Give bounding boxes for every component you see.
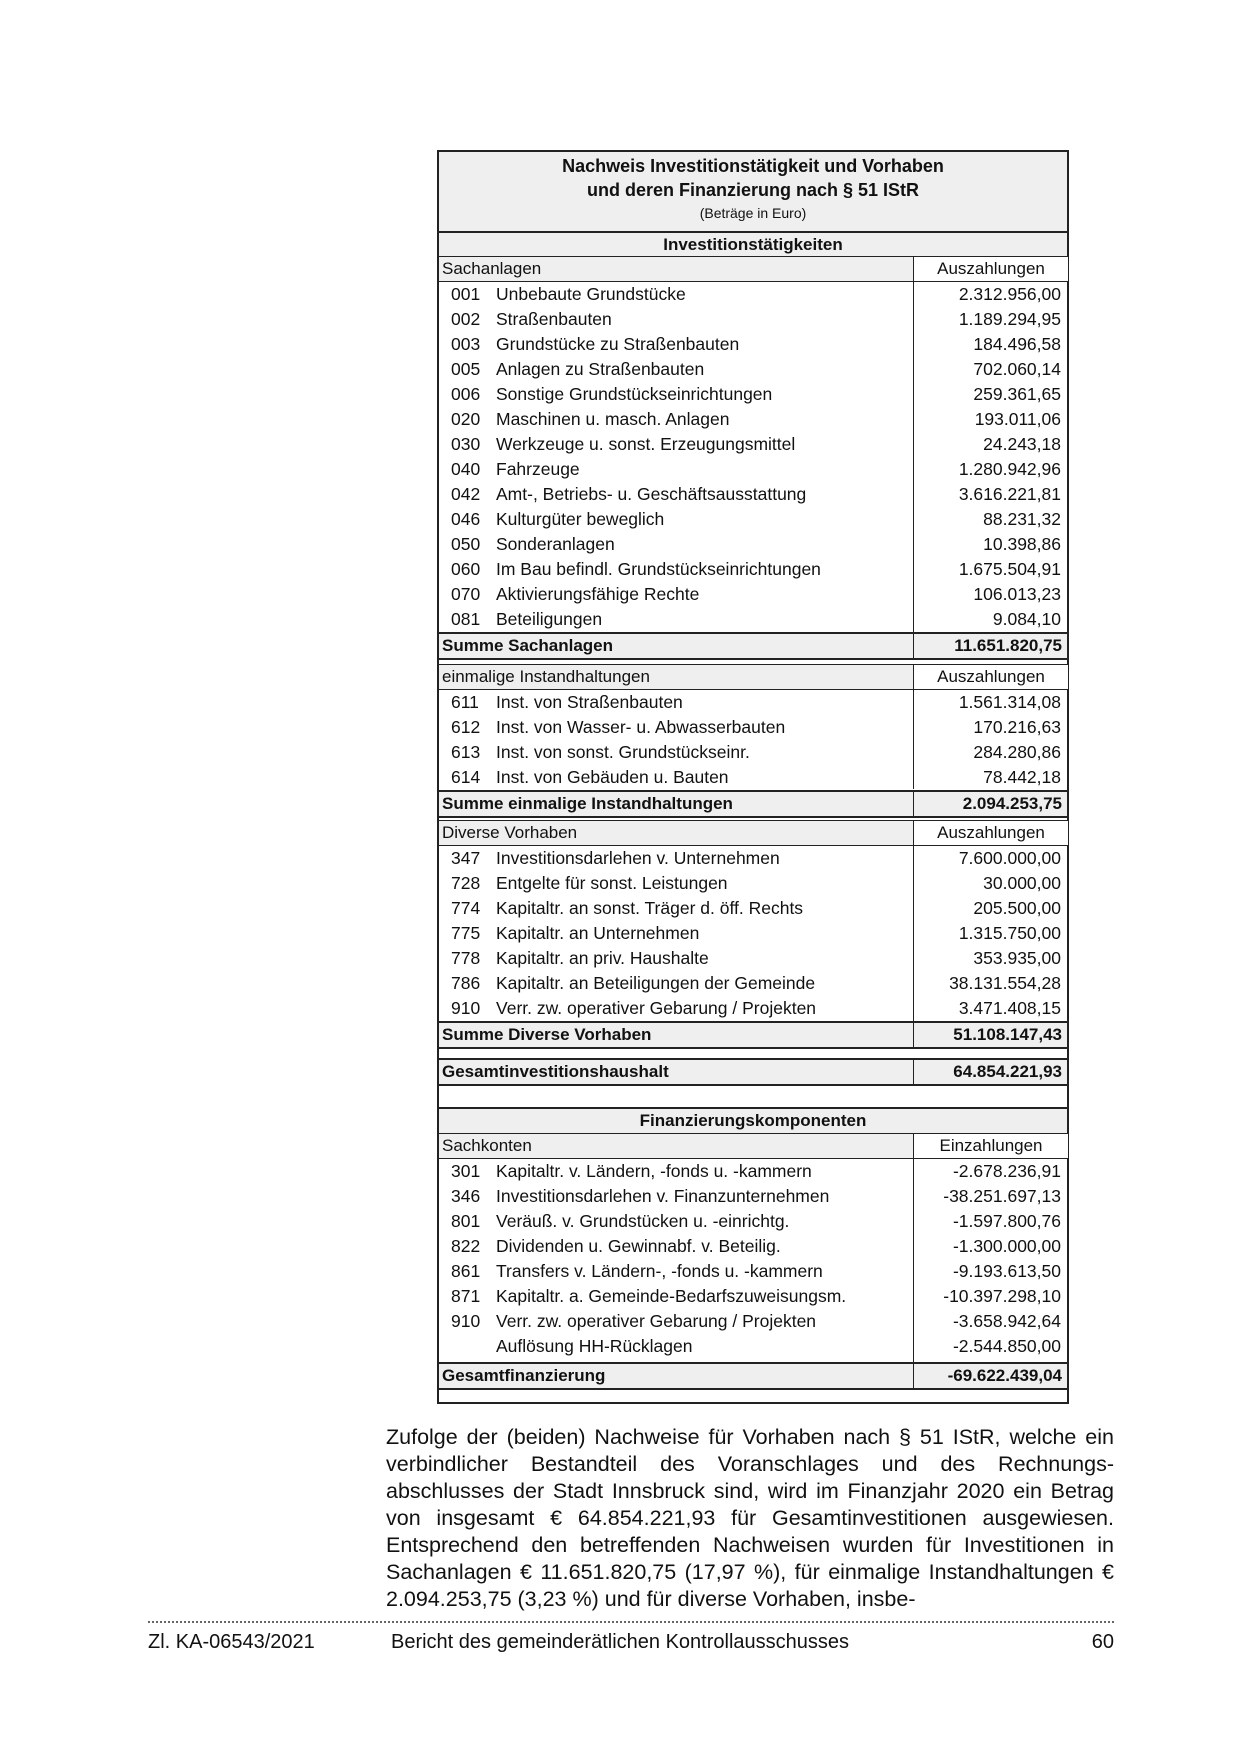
row-amount: 1.280.942,96 bbox=[958, 459, 1061, 479]
row-code: 778 bbox=[451, 948, 481, 968]
row-name: Inst. von Gebäuden u. Bauten bbox=[496, 767, 729, 787]
table-row bbox=[439, 407, 1067, 432]
row-code: 001 bbox=[451, 284, 481, 304]
table-row bbox=[439, 282, 1067, 307]
row-code: 006 bbox=[451, 384, 481, 404]
row-name: Kapitaltr. an sonst. Träger d. öff. Rechts bbox=[496, 898, 804, 918]
row-code: 774 bbox=[451, 898, 481, 918]
row-code: 614 bbox=[451, 767, 481, 787]
row-amount: 1.561.314,08 bbox=[958, 692, 1061, 712]
table-row bbox=[439, 921, 1067, 946]
row-name: Kapitaltr. v. Ländern, -fonds u. -kammern bbox=[496, 1161, 812, 1181]
table-row bbox=[439, 607, 1067, 632]
row-name: Unbebaute Grundstücke bbox=[496, 284, 686, 304]
row-name: Aktivierungsfähige Rechte bbox=[496, 584, 700, 604]
row-code: 871 bbox=[451, 1286, 481, 1306]
row-code: 728 bbox=[451, 873, 481, 893]
row-amount: 170.216,63 bbox=[973, 717, 1061, 737]
row-amount: -1.300.000,00 bbox=[952, 1236, 1061, 1256]
row-amount: -10.397.298,10 bbox=[943, 1286, 1061, 1306]
row-code: 003 bbox=[451, 334, 481, 354]
row-code: 030 bbox=[451, 434, 481, 454]
row-code: 611 bbox=[451, 692, 479, 712]
row-amount: 702.060,14 bbox=[973, 359, 1061, 379]
row-name: Im Bau befindl. Grundstückseinrichtungen bbox=[496, 559, 821, 579]
sum-label: Summe Sachanlagen bbox=[442, 636, 614, 655]
row-code: 346 bbox=[451, 1186, 481, 1206]
table-row bbox=[439, 1284, 1067, 1309]
table-row bbox=[439, 307, 1067, 332]
sachkonten-label: Sachkonten bbox=[442, 1136, 532, 1155]
row-name: Grundstücke zu Straßenbauten bbox=[496, 334, 740, 354]
row-code: 060 bbox=[451, 559, 481, 579]
row-amount: 10.398,86 bbox=[983, 534, 1061, 554]
row-amount: -2.678.236,91 bbox=[952, 1161, 1061, 1181]
footer-divider bbox=[148, 1621, 1114, 1623]
row-amount: 353.935,00 bbox=[973, 948, 1061, 968]
table-row bbox=[439, 357, 1067, 382]
table-title-line2: und deren Finanzierung nach § 51 IStR bbox=[586, 180, 920, 200]
row-amount: 7.600.000,00 bbox=[958, 848, 1061, 868]
row-amount: -2.544.850,00 bbox=[952, 1336, 1061, 1356]
row-amount: 30.000,00 bbox=[983, 873, 1061, 893]
row-amount: 24.243,18 bbox=[983, 434, 1061, 454]
table-row bbox=[439, 432, 1067, 457]
table-row bbox=[439, 382, 1067, 407]
row-name: Transfers v. Ländern-, -fonds u. -kammern bbox=[496, 1261, 823, 1281]
diverse-label: Diverse Vorhaben bbox=[442, 823, 578, 842]
instand-amount-header: Auszahlungen bbox=[913, 665, 1068, 689]
table-row bbox=[439, 896, 1067, 921]
row-amount: 193.011,06 bbox=[974, 409, 1061, 429]
gesamt-fin-label: Gesamtfinanzierung bbox=[442, 1366, 606, 1385]
row-code: 046 bbox=[451, 509, 481, 529]
row-name: Kapitaltr. an Unternehmen bbox=[496, 923, 700, 943]
row-name: Auflösung HH-Rücklagen bbox=[496, 1336, 693, 1356]
row-amount: -38.251.697,13 bbox=[943, 1186, 1061, 1206]
table-row bbox=[439, 532, 1067, 557]
row-code: 301 bbox=[451, 1161, 481, 1181]
table-subtitle: (Beträge in Euro) bbox=[699, 205, 807, 221]
row-amount: 3.616.221,81 bbox=[958, 484, 1061, 504]
diverse-header bbox=[439, 820, 1067, 846]
table-row bbox=[439, 690, 1067, 715]
table-row bbox=[439, 971, 1067, 996]
table-row bbox=[439, 996, 1067, 1021]
sachanlagen-header bbox=[439, 256, 1067, 282]
sum-label: Summe Diverse Vorhaben bbox=[442, 1025, 652, 1044]
row-name: Anlagen zu Straßenbauten bbox=[496, 359, 705, 379]
footer-report-title: Bericht des gemeinderätlichen Kontrollausschusses bbox=[390, 1631, 850, 1653]
table-row bbox=[439, 1184, 1067, 1209]
row-name: Kapitaltr. an priv. Haushalte bbox=[496, 948, 709, 968]
table-row bbox=[439, 507, 1067, 532]
table-row bbox=[439, 946, 1067, 971]
row-amount: 259.361,65 bbox=[973, 384, 1061, 404]
row-name: Maschinen u. masch. Anlagen bbox=[496, 409, 730, 429]
table-row bbox=[439, 1334, 1067, 1359]
row-amount: 88.231,32 bbox=[983, 509, 1061, 529]
instand-header bbox=[439, 664, 1067, 690]
row-code: 612 bbox=[451, 717, 481, 737]
row-code: 861 bbox=[451, 1261, 481, 1281]
sachanlagen-amount-header: Auszahlungen bbox=[913, 257, 1068, 281]
diverse-amount-header: Auszahlungen bbox=[913, 821, 1068, 845]
row-name: Fahrzeuge bbox=[496, 459, 580, 479]
row-amount: 3.471.408,15 bbox=[958, 998, 1061, 1018]
table-row bbox=[439, 871, 1067, 896]
gesamt-invest-amount: 64.854.221,93 bbox=[913, 1060, 1068, 1084]
row-amount: 78.442,18 bbox=[983, 767, 1061, 787]
row-name: Inst. von sonst. Grundstückseinr. bbox=[496, 742, 750, 762]
row-amount: 106.013,23 bbox=[973, 584, 1061, 604]
sum-amount: 2.094.253,75 bbox=[913, 792, 1068, 816]
sum-amount: 11.651.820,75 bbox=[913, 634, 1068, 658]
table-row bbox=[439, 457, 1067, 482]
gesamt-invest-label: Gesamtinvestitionshaushalt bbox=[442, 1062, 669, 1081]
finanz-heading: Finanzierungskomponenten bbox=[439, 1107, 1067, 1135]
row-name: Werkzeuge u. sonst. Erzeugungsmittel bbox=[496, 434, 796, 454]
sum-amount: 51.108.147,43 bbox=[913, 1023, 1068, 1047]
row-amount: 9.084,10 bbox=[992, 609, 1061, 629]
row-code: 040 bbox=[451, 459, 481, 479]
row-name: Inst. von Straßenbauten bbox=[496, 692, 683, 712]
row-name: Beteiligungen bbox=[496, 609, 603, 629]
table-row bbox=[439, 740, 1067, 765]
table-header bbox=[439, 152, 1067, 233]
table-title-line1: Nachweis Investitionstätigkeit und Vorhaben bbox=[562, 156, 944, 176]
row-amount: 1.675.504,91 bbox=[958, 559, 1061, 579]
gesamt-fin-row bbox=[439, 1362, 1067, 1390]
row-name: Verr. zw. operativer Gebarung / Projekten bbox=[496, 998, 817, 1018]
row-code: 005 bbox=[451, 359, 481, 379]
row-code: 020 bbox=[451, 409, 481, 429]
row-amount: -1.597.800,76 bbox=[952, 1211, 1061, 1231]
row-code: 786 bbox=[451, 973, 481, 993]
table-row bbox=[439, 1234, 1067, 1259]
row-amount: 1.315.750,00 bbox=[958, 923, 1061, 943]
row-code: 801 bbox=[451, 1211, 481, 1231]
row-code: 042 bbox=[451, 484, 481, 504]
row-name: Amt-, Betriebs- u. Geschäftsausstattung bbox=[496, 484, 807, 504]
row-name: Kapitaltr. an Beteiligungen der Gemeinde bbox=[496, 973, 816, 993]
table-row bbox=[439, 482, 1067, 507]
invest-heading: Investitionstätigkeiten bbox=[439, 231, 1067, 259]
row-name: Investitionsdarlehen v. Finanzunternehmen bbox=[496, 1186, 830, 1206]
row-code: 910 bbox=[451, 998, 481, 1018]
row-name: Sonderanlagen bbox=[496, 534, 615, 554]
row-amount: 184.496,58 bbox=[973, 334, 1061, 354]
row-code: 081 bbox=[451, 609, 481, 629]
row-code: 822 bbox=[451, 1236, 481, 1256]
row-amount: 2.312.956,00 bbox=[958, 284, 1061, 304]
row-code: 050 bbox=[451, 534, 481, 554]
table-row bbox=[439, 765, 1067, 790]
sum-instand bbox=[439, 790, 1067, 818]
row-code: 070 bbox=[451, 584, 481, 604]
table-row bbox=[439, 846, 1067, 871]
row-code: 002 bbox=[451, 309, 481, 329]
table-row bbox=[439, 332, 1067, 357]
row-name: Straßenbauten bbox=[496, 309, 612, 329]
row-code: 347 bbox=[451, 848, 481, 868]
row-code: 775 bbox=[451, 923, 481, 943]
row-amount: 38.131.554,28 bbox=[949, 973, 1061, 993]
row-amount: -9.193.613,50 bbox=[952, 1261, 1061, 1281]
table-row bbox=[439, 1209, 1067, 1234]
row-name: Verr. zw. operativer Gebarung / Projekten bbox=[496, 1311, 817, 1331]
sachkonten-header bbox=[439, 1133, 1067, 1159]
row-name: Dividenden u. Gewinnabf. v. Beteilig. bbox=[496, 1236, 781, 1256]
sum-label: Summe einmalige Instandhaltungen bbox=[442, 794, 733, 813]
row-name: Sonstige Grundstückseinrichtungen bbox=[496, 384, 773, 404]
row-name: Veräuß. v. Grundstücken u. -einrichtg. bbox=[496, 1211, 790, 1231]
footer-reference: Zl. KA-06543/2021 bbox=[148, 1631, 315, 1653]
table-row bbox=[439, 715, 1067, 740]
table-row bbox=[439, 1259, 1067, 1284]
sachkonten-amount-header: Einzahlungen bbox=[913, 1134, 1068, 1158]
table-row bbox=[439, 1309, 1067, 1334]
sachanlagen-label: Sachanlagen bbox=[442, 259, 542, 278]
row-name: Kulturgüter beweglich bbox=[496, 509, 665, 529]
sum-diverse bbox=[439, 1021, 1067, 1049]
row-amount: 284.280,86 bbox=[973, 742, 1061, 762]
row-name: Kapitaltr. a. Gemeinde-Bedarfszuweisungsm. bbox=[496, 1286, 847, 1306]
gesamt-fin-amount: -69.622.439,04 bbox=[913, 1364, 1068, 1388]
gesamt-invest-row bbox=[439, 1058, 1067, 1086]
row-name: Investitionsdarlehen v. Unternehmen bbox=[496, 848, 780, 868]
row-code: 910 bbox=[451, 1311, 481, 1331]
table-row bbox=[439, 582, 1067, 607]
row-amount: -3.658.942,64 bbox=[952, 1311, 1061, 1331]
row-code: 613 bbox=[451, 742, 481, 762]
page-number: 60 bbox=[1091, 1631, 1114, 1653]
sum-sachanlagen bbox=[439, 632, 1067, 660]
row-name: Inst. von Wasser- u. Abwasserbauten bbox=[496, 717, 786, 737]
row-amount: 1.189.294,95 bbox=[958, 309, 1061, 329]
row-amount: 205.500,00 bbox=[973, 898, 1061, 918]
instand-label: einmalige Instandhaltungen bbox=[442, 667, 650, 686]
investment-table bbox=[437, 150, 1069, 1404]
body-paragraph: Zufolge der (beiden) Nachweise für Vorhaben nach § 51 IStR, welche ein verbindlicher Bestandteil des Voranschlages und des Rechnungsabschlusses der Stadt Innsbruck sind, wird im Finanzjahr 2020 ein Betrag von insgesamt € 64.854.221,93 für Gesamtinvestitionen ausgewiesen. Entsprechend den betreffenden Nachweisen wurden für Investitionen in Sachanlagen € 11.651.820,75 (17,97 %), für einmalige Instandhaltungen € 2.094.253,75 (3,23 %) und für diverse Vorhaben, insbe- bbox=[386, 1425, 1114, 1611]
table-row bbox=[439, 557, 1067, 582]
row-name: Entgelte für sonst. Leistungen bbox=[496, 873, 728, 893]
table-row bbox=[439, 1159, 1067, 1184]
